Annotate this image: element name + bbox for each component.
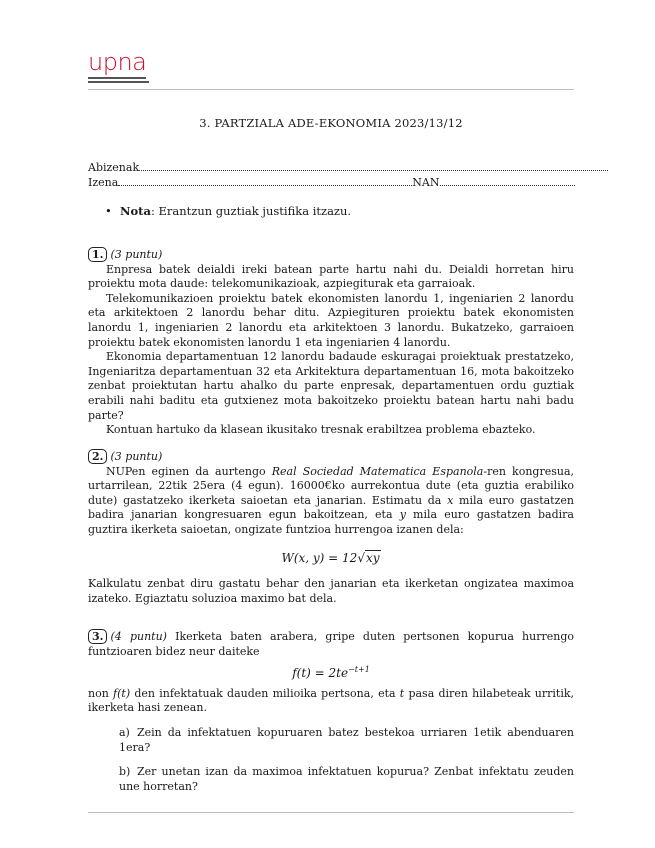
q3-item-a bbox=[88, 726, 574, 755]
logo-subtitle bbox=[88, 76, 150, 87]
id-label: NAN bbox=[412, 176, 440, 189]
note-label: Nota bbox=[120, 204, 151, 218]
q3-text: Ikerketa baten arabera, gripe duten pertsonen kopurua hurrengo funtzioaren bidez neur daiteke bbox=[88, 630, 575, 658]
q1-paragraph-3: Ekonomia departamentuan 12 lanordu badaude eskuragai proiektuak prestatzeko, Ingeniaritza departamentuan 32 eta Arkitektura departamentuan 16, mota bakoitzeko zenbat proiektutan hartu ahalko du parte enpresak, departamentuen ordu guztiak erabili nahi baditu eta gutxienez mota bakoitzeko proiektu batean hartu nahi badu parte? bbox=[88, 350, 574, 422]
q3-item-b-label: b) bbox=[119, 765, 131, 779]
q3-number: 3. bbox=[88, 629, 107, 644]
infection-formula-lhs: f(t) = 2te bbox=[292, 666, 349, 681]
note bbox=[105, 204, 351, 218]
q3-text-b: den infektatuak dauden milioika pertsona, eta bbox=[130, 686, 400, 700]
q1-header bbox=[88, 247, 574, 263]
q3-text-a: non bbox=[88, 686, 114, 700]
question-3 bbox=[88, 629, 574, 794]
question-1 bbox=[88, 247, 574, 438]
q2-congress-name: Real Sociedad Matematica Espanola bbox=[271, 464, 484, 478]
q2-header bbox=[88, 449, 574, 465]
exam-title: 3. PARTZIALA ADE-EKONOMIA 2023/13/12 bbox=[199, 116, 463, 130]
q3-item-b-text: Zer unetan izan da maximoa infektatuen kopurua? Zenbat infektatu zeuden une horretan? bbox=[119, 765, 574, 793]
q1-paragraph-1: Enpresa batek deialdi ireki batean parte hartu nahi du. Deialdi horretan hiru proiektu mota daude: telekomunikazioak, azpiegiturak eta garraioak. bbox=[88, 262, 574, 291]
logo-wordmark: upna bbox=[88, 48, 147, 76]
q1-paragraph-2: Telekomunikazioen proiektu batek ekonomisten lanordu 1, ingeniarien 2 lanordu eta arkitektoen 2 lanordu behar ditu. Azpiegituren proiektu batek ekonomisten lanordu 1, ingeniarien 2 lanordu eta arkitektoen 3 lanordu. Bukatzeko, garraioen proiektu batek ekonomisten lanordu 1 eta ingeniarien 4 lanordu. bbox=[88, 291, 574, 349]
logo-subtitle-lines bbox=[88, 76, 150, 85]
bullet-icon: • bbox=[105, 204, 112, 218]
name-label: Izena bbox=[88, 176, 119, 189]
q2-text-a: NUPen eginen da aurtengo bbox=[106, 464, 272, 478]
id-blank[interactable] bbox=[440, 175, 575, 186]
q2-number: 2. bbox=[88, 449, 107, 464]
infection-formula-exponent: −t+1 bbox=[348, 665, 370, 675]
q3-paragraph-1 bbox=[88, 629, 574, 659]
header-rule bbox=[88, 89, 574, 90]
welfare-formula bbox=[88, 550, 574, 566]
q2-var-y: y bbox=[399, 508, 406, 522]
q3-item-a-text: Zein da infektatuen kopuruaren batez bestekoa urriaren 1etik abenduaren 1era? bbox=[119, 725, 574, 754]
welfare-formula-lhs: W(x, y) = 12 bbox=[281, 550, 358, 565]
welfare-formula-radicand: xy bbox=[365, 550, 380, 565]
surname-label: Abizenak bbox=[88, 161, 140, 174]
q3-text-c: pasa diren hilabeteak urritik, ikerketa hasi zenean. bbox=[88, 686, 574, 715]
q2-paragraph-2: Kalkulatu zenbat diru gastatu behar den janarian eta ikerketan ongizatea maximoa izateko. Egiaztatu soluzioa maximo bat dela. bbox=[88, 577, 574, 605]
q2-text-c: mila euro gastatzen badira janarian kongresuaren egun bakoitzean, eta bbox=[88, 493, 574, 522]
q3-ft: f(t) bbox=[113, 686, 131, 700]
infection-formula bbox=[88, 663, 574, 681]
q2-text-d: mila euro gastatzen badira guztira ikerketa saioetan, ongizate funtzioa hurrengoa izanen dela: bbox=[88, 508, 574, 536]
name-field bbox=[88, 175, 575, 190]
q1-points: (3 puntu) bbox=[110, 248, 163, 261]
university-logo bbox=[88, 50, 150, 87]
q2-text-b: -ren kongresua, urtarrilean, 22tik 25era (4 egun). 16000€ko aurrekontua dute (eta guztia erabiliko dute) gastatzeko ikerketa saioetan eta janarian. Estimatu da bbox=[88, 464, 574, 507]
footer-rule bbox=[88, 812, 574, 813]
note-text: : Erantzun guztiak justifika itzazu. bbox=[150, 204, 352, 218]
name-blank[interactable] bbox=[118, 175, 412, 186]
q2-paragraph-1 bbox=[88, 465, 574, 538]
q1-number: 1. bbox=[88, 247, 107, 262]
sqrt-icon: √ bbox=[357, 550, 365, 565]
q3-var-t: t bbox=[399, 686, 405, 700]
q3-item-a-label: a) bbox=[119, 725, 130, 739]
q1-paragraph-4: Kontuan hartuko da klasean ikusitako tresnak erabiltzea problema ebazteko. bbox=[106, 423, 536, 437]
surname-field bbox=[88, 160, 608, 175]
q3-item-b bbox=[88, 765, 574, 794]
surname-blank[interactable] bbox=[139, 160, 608, 171]
q3-points: (4 puntu) bbox=[110, 630, 167, 643]
question-2 bbox=[88, 449, 574, 606]
q3-paragraph-2 bbox=[88, 687, 574, 716]
q2-points: (3 puntu) bbox=[110, 450, 163, 463]
q2-var-x: x bbox=[447, 493, 454, 507]
